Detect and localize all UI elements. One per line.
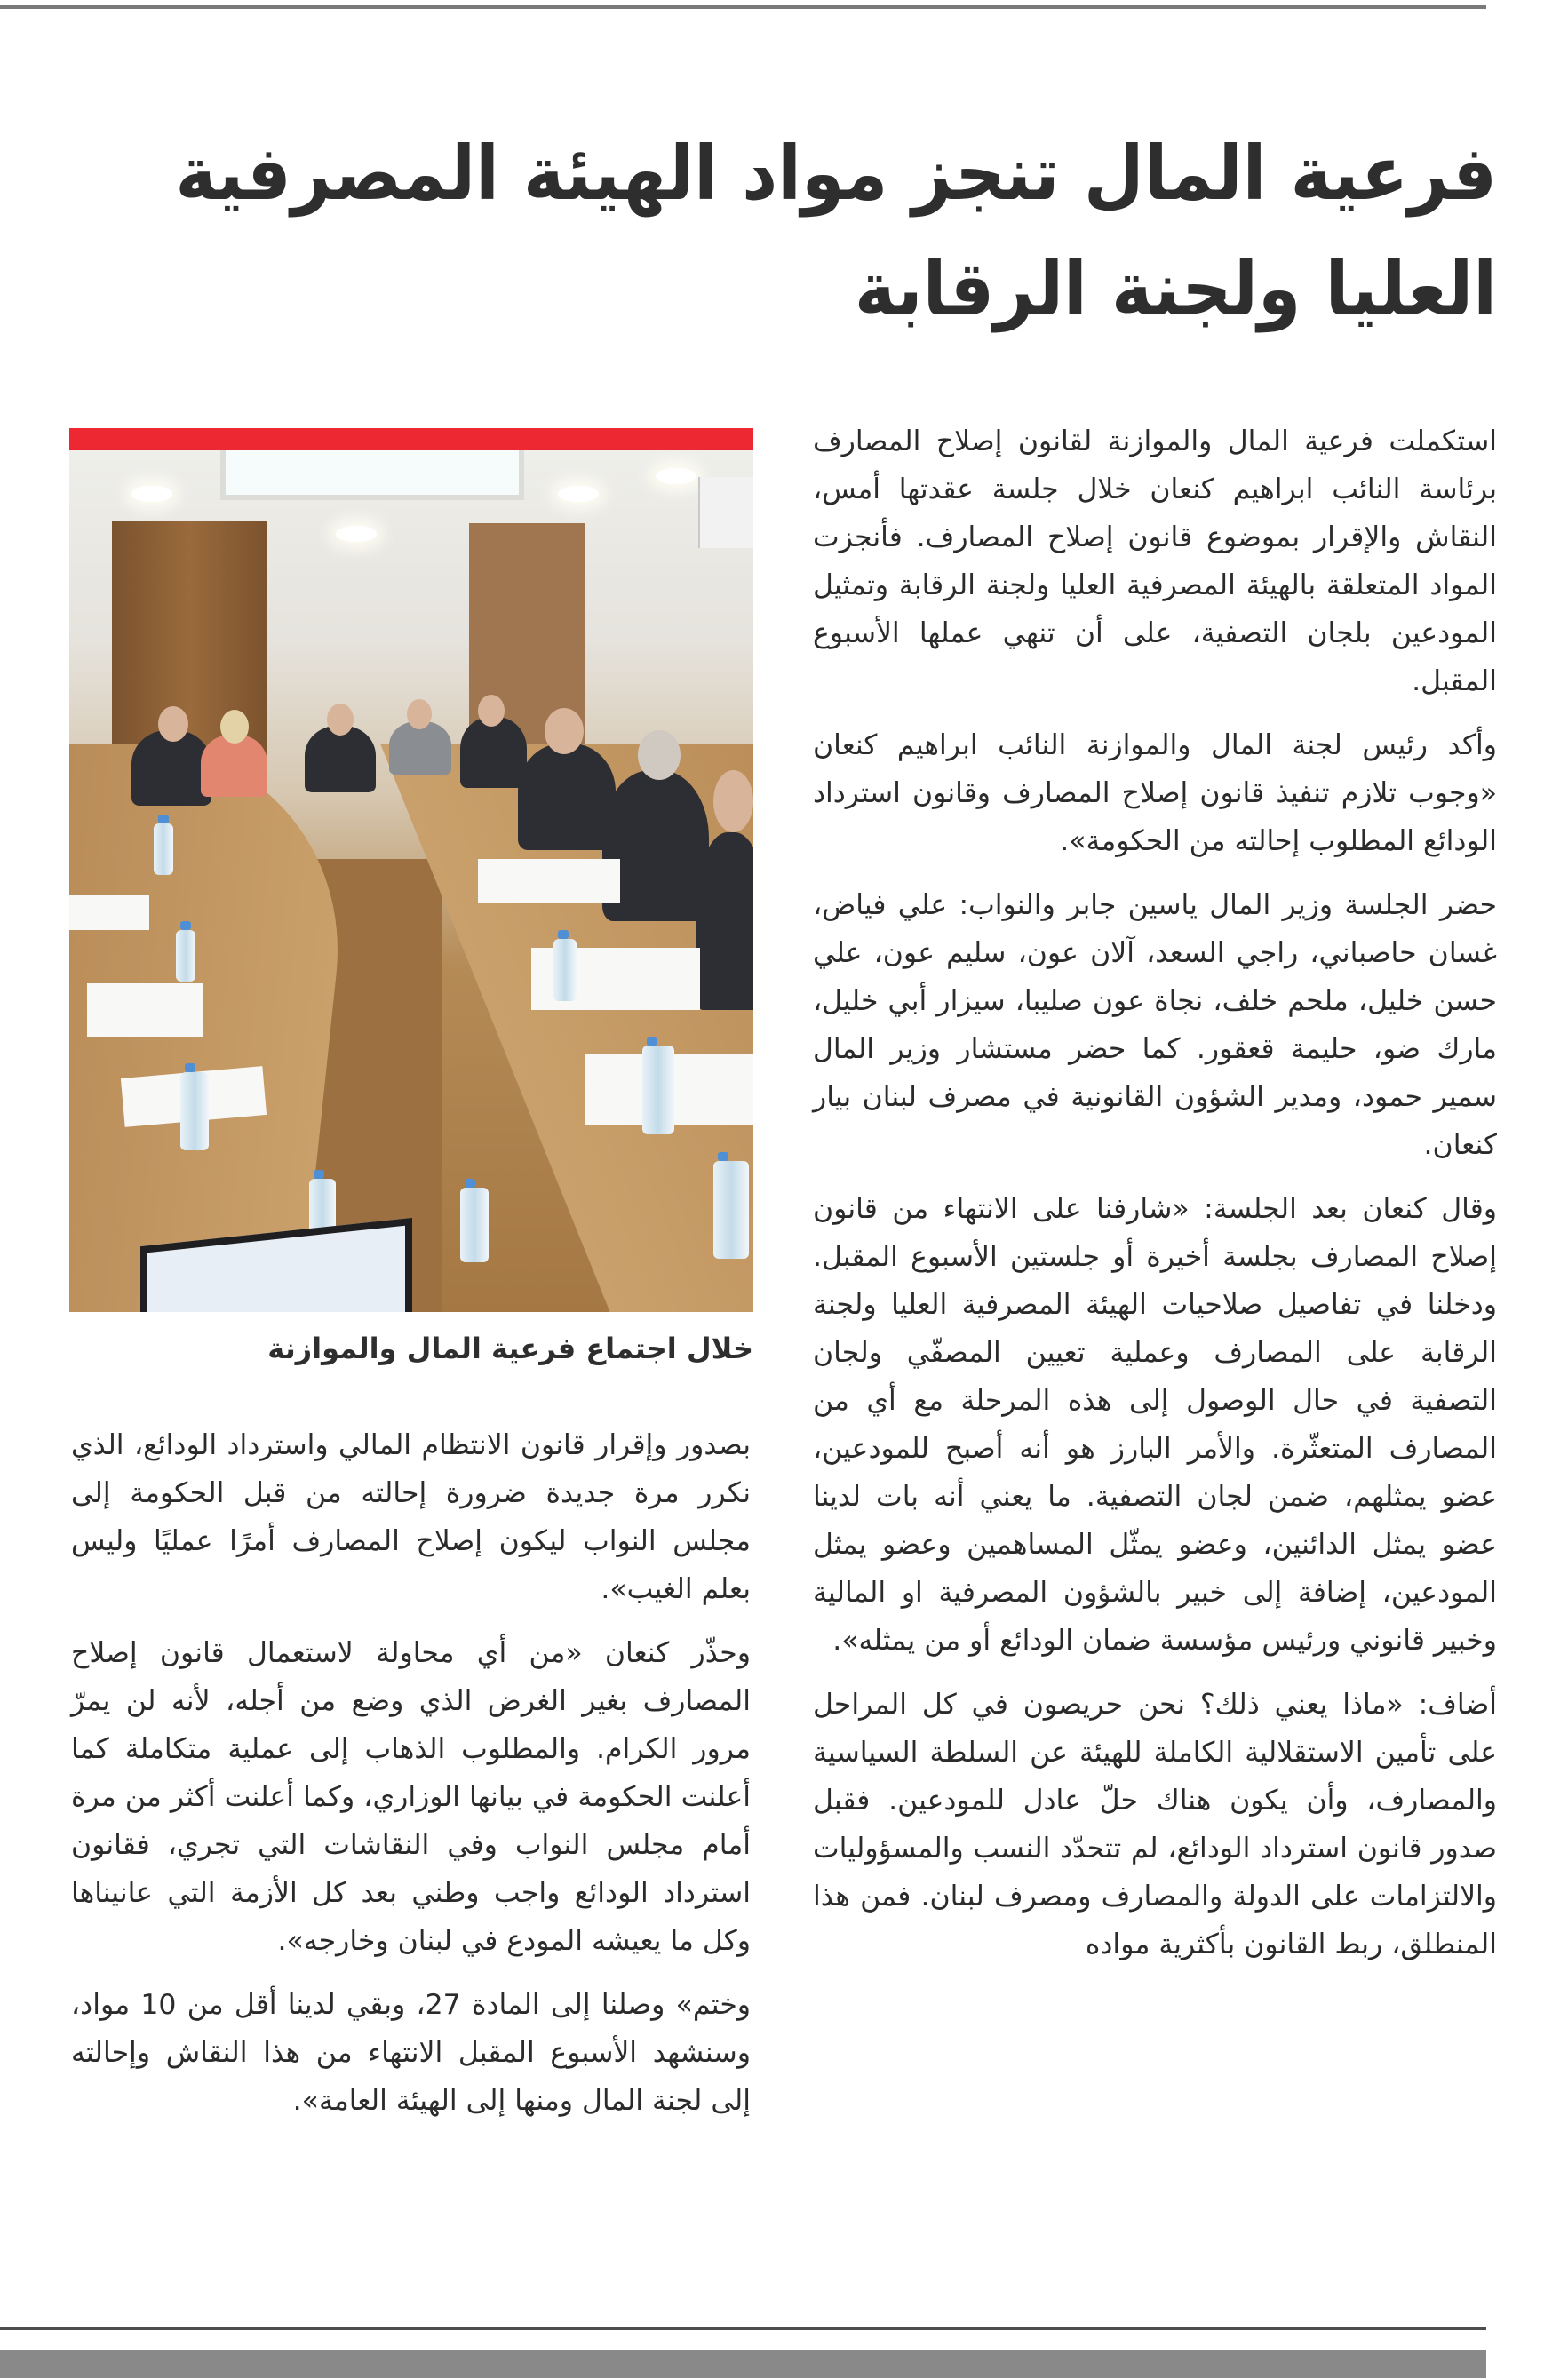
water-bottle: [713, 1161, 749, 1259]
water-bottle: [553, 939, 577, 1001]
photo-caption: خلال اجتماع فرعية المال والموازنة: [267, 1332, 753, 1365]
attendee: [389, 721, 451, 775]
document: [87, 983, 203, 1037]
attendee: [696, 832, 753, 1010]
meeting-photo: [69, 450, 753, 1312]
article-body-left-column: [71, 1421, 751, 2141]
paragraph: وحذّر كنعان «من أي محاولة لاستعمال قانون إصلاح المصارف بغير الغرض الذي وضع من أجله، لأنه لن يمرّ مرور الكرام. والمطلوب الذهاب إلى عملية متكاملة كما أعلنت الحكومة في بيانها الوزاري، وكما أعلنت أكثر من مرة أمام مجلس النواب وفي النقاشات التي تجري، فقانون استرداد الودائع واجب وطني بعد كل الأزمة التي عانيناها وكل ما يعيشه المودع في لبنان وخارجه».: [71, 1637, 751, 1957]
ceiling-light: [336, 526, 377, 542]
attendee: [518, 744, 616, 850]
attendee: [460, 717, 527, 788]
attendee-head: [220, 710, 249, 744]
photo-accent-bar: [69, 428, 753, 450]
attendee-head: [638, 730, 681, 780]
paragraph: بصدور وإقرار قانون الانتظام المالي واسترداد الودائع، الذي نكرر مرة جديدة ضرورة إحالته من قبل الحكومة إلى مجلس النواب ليكون إصلاح المصارف أمرًا عمليًا وليس بعلم الغيب».: [71, 1429, 751, 1605]
ceiling-light: [131, 486, 172, 502]
next-article-band: [0, 2350, 1486, 2378]
paragraph: وختم» وصلنا إلى المادة 27، وبقي لدينا أقل من 10 مواد، وسنشهد الأسبوع المقبل الانتهاء من هذا النقاش وإحالته إلى لجنة المال ومنها إلى الهيئة العامة».: [71, 1989, 752, 2117]
ceiling-light: [656, 468, 696, 484]
bottom-divider: [0, 2327, 1486, 2330]
paragraph: حضر الجلسة وزير المال ياسين جابر والنواب: علي فياض، غسان حاصباني، راجي السعد، آلان عون، سليم عون، علي حسن خليل، ملحم خلف، نجاة عون صليبا، سيزار أبي خليل، مارك ضو، حليمة قعقور. كما حضر مستشار وزير المال سمير حمود، ومدير الشؤون القانونية في مصرف لبنان بيار كنعان.: [813, 889, 1497, 1161]
water-bottle: [176, 930, 195, 982]
ceiling-skylight: [220, 450, 524, 500]
water-bottle: [154, 823, 173, 875]
attendee-head: [327, 704, 354, 736]
document: [478, 859, 620, 903]
water-bottle: [642, 1046, 674, 1134]
paragraph: استكملت فرعية المال والموازنة لقانون إصلاح المصارف برئاسة النائب ابراهيم كنعان خلال جلسة عقدتها أمس، النقاش والإقرار بموضوع قانون إصلاح المصارف. فأنجزت المواد المتعلقة بالهيئة المصرفية العليا ولجنة الرقابة وتمثيل المودعين بلجان التصفية، على أن تنهي عملها الأسبوع المقبل.: [813, 425, 1497, 697]
article-headline: فرعية المال تنجز مواد الهيئة المصرفية العليا ولجنة الرقابة: [175, 130, 1498, 332]
attendee: [305, 726, 376, 792]
ceiling-light: [558, 486, 599, 502]
article-body-right-column: [813, 418, 1497, 1984]
attendee-head: [713, 770, 753, 832]
water-bottle: [180, 1072, 209, 1150]
water-bottle: [460, 1188, 489, 1262]
paragraph: وأكد رئيس لجنة المال والموازنة النائب ابراهيم كنعان «وجوب تلازم تنفيذ قانون إصلاح المصارف وقانون استرداد الودائع المطلوب إحالته من الحكومة».: [813, 729, 1497, 857]
attendee-head: [545, 708, 584, 754]
attendee-head: [407, 699, 432, 729]
top-divider: [0, 5, 1486, 9]
attendee: [201, 735, 267, 797]
attendee-head: [478, 695, 505, 727]
article-photo-frame: [69, 428, 753, 1312]
paragraph: وقال كنعان بعد الجلسة: «شارفنا على الانتهاء من قانون إصلاح المصارف بجلسة أخيرة أو جلستين الأسبوع المقبل. ودخلنا في تفاصيل صلاحيات الهيئة المصرفية العليا ولجنة الرقابة على المصارف وعملية تعيين المصفّي ولجان التصفية في حال الوصول إلى هذه المرحلة مع أي من المصارف المتعثّرة. والأمر البارز هو أنه أصبح للمودعين، عضو يمثلهم، ضمن لجان التصفية. ما يعني أنه بات لدينا عضو يمثل الدائنين، وعضو يمثّل المساهمين وعضو يمثل المودعين، إضافة إلى خبير بالشؤون المصرفية او المالية وخبير قانوني ورئيس مؤسسة ضمان الودائع أو من يمثله».: [813, 1193, 1497, 1657]
air-conditioner: [698, 477, 753, 548]
attendee-head: [158, 706, 188, 742]
document: [69, 895, 149, 930]
paragraph: أضاف: «ماذا يعني ذلك؟ نحن حريصون في كل المراحل على تأمين الاستقلالية الكاملة للهيئة عن السلطة السياسية والمصارف، وأن يكون هناك حلّ عادل للمودعين. فقبل صدور قانون استرداد الودائع، لم تتحدّد النسب والمسؤوليات والالتزامات على الدولة والمصارف ومصرف لبنان. فمن هذا المنطلق، ربط القانون بأكثرية مواده: [813, 1689, 1497, 1960]
